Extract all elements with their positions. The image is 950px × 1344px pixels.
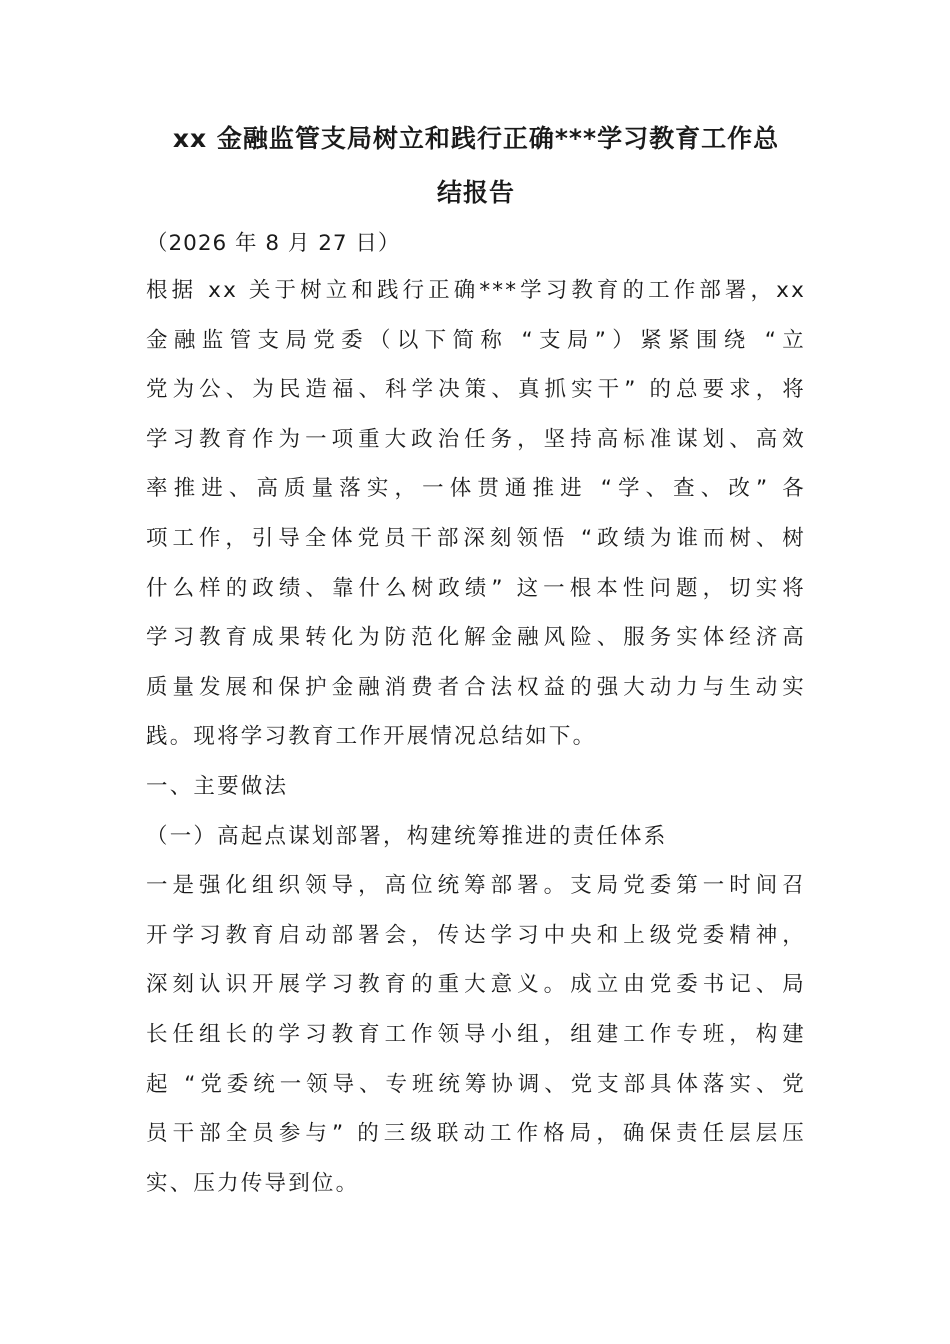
text-line: 学习教育成果转化为防范化解金融风险、服务实体经济高	[146, 625, 806, 651]
text-line: 一是强化组织领导，高位统筹部署。支局党委第一时间召	[146, 873, 806, 899]
document-page	[146, 112, 806, 1208]
text-line: 率推进、高质量落实，一体贯通推进 “学、查、改” 各	[146, 476, 806, 502]
document-title-line-2: 结报告	[436, 178, 515, 207]
document-title-line-1: xx 金融监管支局树立和践行正确***学习教育工作总	[172, 124, 780, 153]
text-line: 党为公、为民造福、科学决策、真抓实干” 的总要求，将	[146, 377, 806, 403]
text-line: 金融监管支局党委（以下简称 “支局”）紧紧围绕 “立	[146, 327, 806, 353]
text-line: 深刻认识开展学习教育的重大意义。成立由党委书记、局	[146, 972, 806, 998]
text-line: 员干部全员参与” 的三级联动工作格局，确保责任层层压	[146, 1121, 806, 1147]
intro-paragraph	[146, 266, 806, 762]
text-line: 什么样的政绩、靠什么树政绩” 这一根本性问题，切实将	[146, 575, 806, 601]
text-line: 根据 xx 关于树立和践行正确***学习教育的工作部署，xx	[146, 278, 806, 303]
text-line: 实、压力传导到位。	[146, 1170, 360, 1196]
text-line: 项工作，引导全体党员干部深刻领悟 “政绩为谁而树、树	[146, 525, 806, 551]
subsection-heading: （一）高起点谋划部署，构建统筹推进的责任体系	[146, 823, 668, 849]
text-line: 质量发展和保护金融消费者合法权益的强大动力与生动实	[146, 674, 806, 700]
section-heading: 一、主要做法	[146, 773, 289, 799]
text-line: 开学习教育启动部署会，传达学习中央和上级党委精神，	[146, 922, 806, 948]
text-line: 践。现将学习教育工作开展情况总结如下。	[146, 724, 597, 750]
text-line: 长任组长的学习教育工作领导小组，组建工作专班，构建	[146, 1021, 806, 1047]
text-line: 学习教育作为一项重大政治任务，坚持高标准谋划、高效	[146, 426, 806, 452]
body-paragraph	[146, 861, 806, 1208]
document-date: （2026 年 8 月 27 日）	[146, 231, 401, 256]
text-line: 起 “党委统一领导、专班统筹协调、党支部具体落实、党	[146, 1071, 806, 1097]
